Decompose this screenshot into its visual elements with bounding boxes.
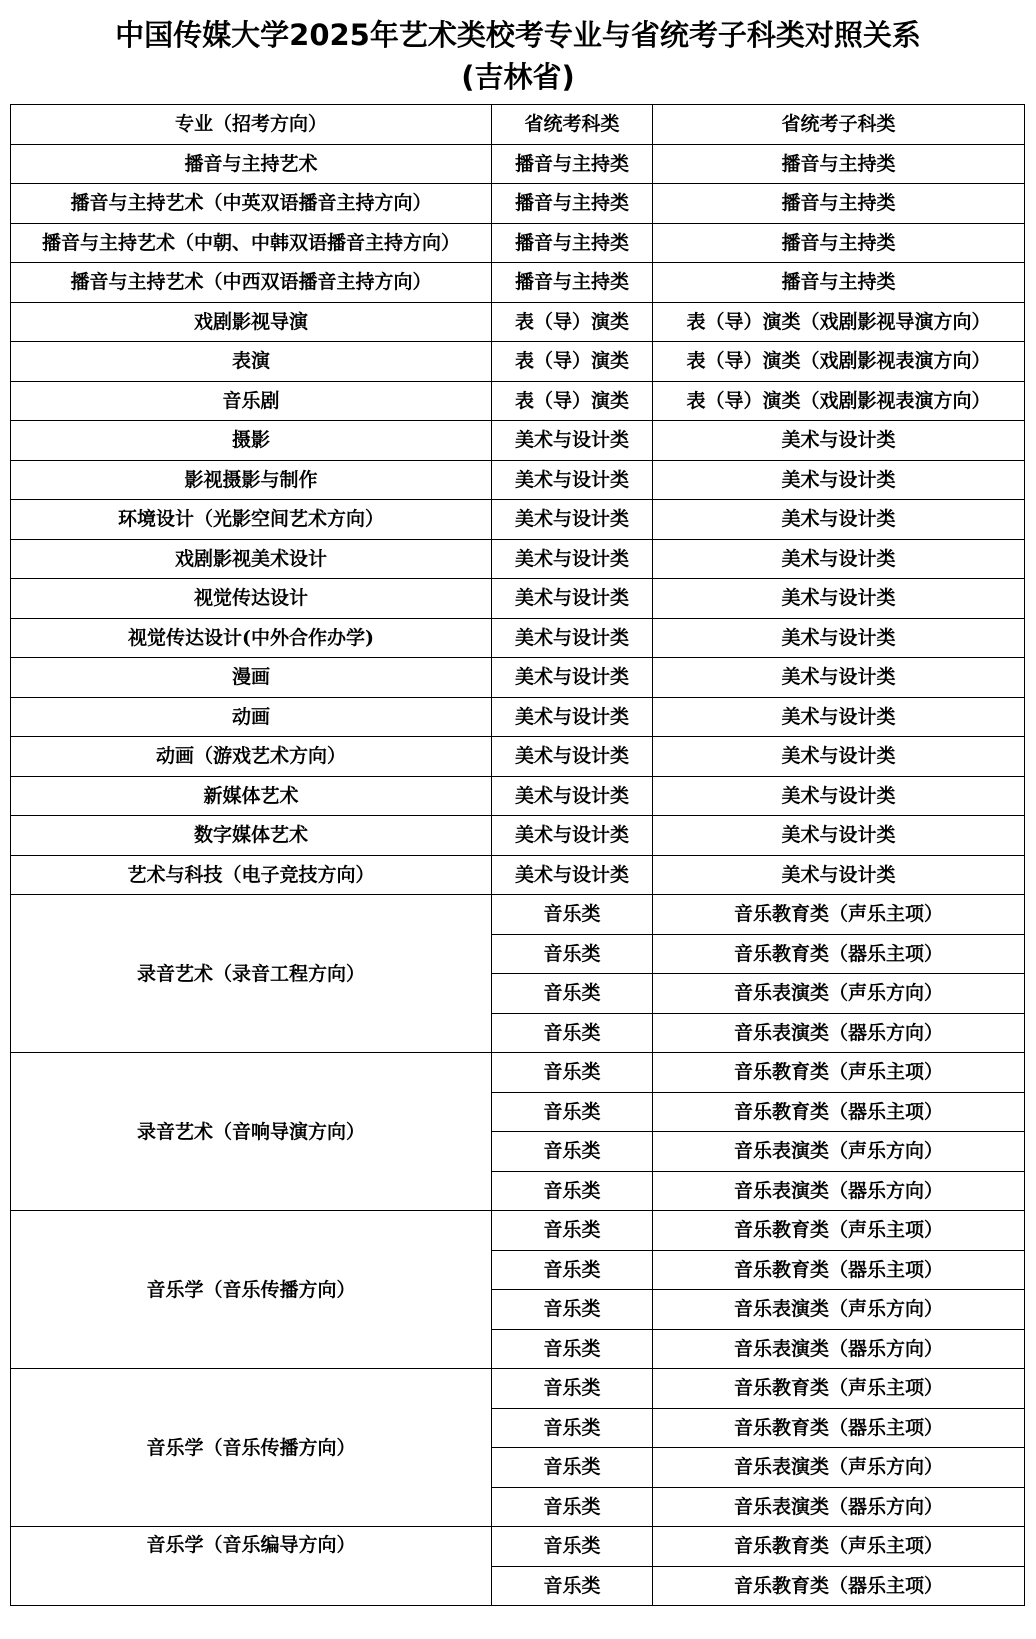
subcategory-cell: 美术与设计类 <box>653 421 1025 461</box>
category-cell: 播音与主持类 <box>492 184 653 224</box>
category-cell: 美术与设计类 <box>492 539 653 579</box>
subcategory-cell: 音乐教育类（声乐主项） <box>653 895 1025 935</box>
category-cell: 美术与设计类 <box>492 816 653 856</box>
category-cell: 美术与设计类 <box>492 658 653 698</box>
table-row <box>11 302 1025 342</box>
major-cell: 戏剧影视导演 <box>11 302 492 342</box>
category-cell: 播音与主持类 <box>492 223 653 263</box>
major-cell: 戏剧影视美术设计 <box>11 539 492 579</box>
document-title <box>0 14 1036 98</box>
category-cell: 音乐类 <box>492 1369 653 1409</box>
major-cell: 播音与主持艺术（中朝、中韩双语播音主持方向） <box>11 223 492 263</box>
category-cell: 音乐类 <box>492 1487 653 1527</box>
major-cell: 摄影 <box>11 421 492 461</box>
subcategory-cell: 音乐教育类（声乐主项） <box>653 1527 1025 1567</box>
subcategory-cell: 音乐表演类（器乐方向） <box>653 1487 1025 1527</box>
category-cell: 音乐类 <box>492 1408 653 1448</box>
major-cell: 数字媒体艺术 <box>11 816 492 856</box>
subcategory-cell: 音乐教育类（器乐主项） <box>653 1250 1025 1290</box>
table-row <box>11 223 1025 263</box>
category-cell: 美术与设计类 <box>492 697 653 737</box>
subcategory-cell: 美术与设计类 <box>653 618 1025 658</box>
category-cell: 音乐类 <box>492 1527 653 1567</box>
category-cell: 美术与设计类 <box>492 500 653 540</box>
subcategory-cell: 播音与主持类 <box>653 263 1025 303</box>
subcategory-cell: 表（导）演类（戏剧影视表演方向） <box>653 381 1025 421</box>
major-cell: 录音艺术（录音工程方向） <box>11 895 492 1053</box>
subcategory-cell: 音乐教育类（器乐主项） <box>653 1092 1025 1132</box>
major-cell: 音乐学（音乐传播方向） <box>11 1211 492 1369</box>
category-cell: 音乐类 <box>492 1092 653 1132</box>
subcategory-cell: 美术与设计类 <box>653 697 1025 737</box>
major-cell: 视觉传达设计(中外合作办学) <box>11 618 492 658</box>
subcategory-cell: 美术与设计类 <box>653 737 1025 777</box>
category-cell: 表（导）演类 <box>492 302 653 342</box>
table-row <box>11 816 1025 856</box>
major-cell: 音乐学（音乐传播方向） <box>11 1369 492 1527</box>
subcategory-cell: 美术与设计类 <box>653 539 1025 579</box>
subcategory-cell: 美术与设计类 <box>653 500 1025 540</box>
subcategory-cell: 音乐表演类（器乐方向） <box>653 1171 1025 1211</box>
category-cell: 美术与设计类 <box>492 737 653 777</box>
category-cell: 音乐类 <box>492 1171 653 1211</box>
major-cell: 动画 <box>11 697 492 737</box>
major-category-table <box>10 104 1025 1606</box>
category-cell: 音乐类 <box>492 974 653 1014</box>
category-cell: 音乐类 <box>492 1448 653 1488</box>
table-row <box>11 342 1025 382</box>
category-cell: 美术与设计类 <box>492 776 653 816</box>
subcategory-cell: 音乐教育类（器乐主项） <box>653 934 1025 974</box>
table-row <box>11 1053 1025 1093</box>
table-row <box>11 658 1025 698</box>
major-cell: 录音艺术（音响导演方向） <box>11 1053 492 1211</box>
category-cell: 音乐类 <box>492 1132 653 1172</box>
subcategory-cell: 音乐表演类（器乐方向） <box>653 1329 1025 1369</box>
subcategory-cell: 音乐教育类（声乐主项） <box>653 1369 1025 1409</box>
category-cell: 美术与设计类 <box>492 855 653 895</box>
table-row <box>11 184 1025 224</box>
category-cell: 美术与设计类 <box>492 460 653 500</box>
table-row <box>11 263 1025 303</box>
table-body <box>11 144 1025 1606</box>
subcategory-cell: 美术与设计类 <box>653 816 1025 856</box>
category-cell: 美术与设计类 <box>492 421 653 461</box>
major-cell: 音乐学（音乐编导方向） <box>11 1527 492 1606</box>
table-row <box>11 579 1025 619</box>
category-cell: 音乐类 <box>492 1053 653 1093</box>
table-row <box>11 381 1025 421</box>
subcategory-cell: 音乐表演类（声乐方向） <box>653 974 1025 1014</box>
subcategory-cell: 音乐表演类（器乐方向） <box>653 1013 1025 1053</box>
subcategory-cell: 美术与设计类 <box>653 776 1025 816</box>
subcategory-cell: 音乐表演类（声乐方向） <box>653 1448 1025 1488</box>
table-header-row <box>11 105 1025 145</box>
subcategory-cell: 音乐教育类（器乐主项） <box>653 1566 1025 1606</box>
table-row <box>11 737 1025 777</box>
major-cell: 环境设计（光影空间艺术方向） <box>11 500 492 540</box>
major-cell: 音乐剧 <box>11 381 492 421</box>
category-cell: 音乐类 <box>492 1211 653 1251</box>
table-row <box>11 421 1025 461</box>
subcategory-cell: 音乐表演类（声乐方向） <box>653 1290 1025 1330</box>
subcategory-cell: 音乐教育类（器乐主项） <box>653 1408 1025 1448</box>
category-cell: 音乐类 <box>492 1250 653 1290</box>
subcategory-cell: 音乐表演类（声乐方向） <box>653 1132 1025 1172</box>
category-cell: 表（导）演类 <box>492 342 653 382</box>
subcategory-cell: 美术与设计类 <box>653 855 1025 895</box>
table-row <box>11 1369 1025 1409</box>
subcategory-cell: 美术与设计类 <box>653 579 1025 619</box>
subcategory-cell: 播音与主持类 <box>653 223 1025 263</box>
subcategory-cell: 表（导）演类（戏剧影视导演方向） <box>653 302 1025 342</box>
major-cell: 播音与主持艺术（中西双语播音主持方向） <box>11 263 492 303</box>
category-cell: 音乐类 <box>492 934 653 974</box>
subcategory-cell: 表（导）演类（戏剧影视表演方向） <box>653 342 1025 382</box>
category-cell: 美术与设计类 <box>492 579 653 619</box>
table-row <box>11 460 1025 500</box>
category-cell: 美术与设计类 <box>492 618 653 658</box>
major-cell: 播音与主持艺术 <box>11 144 492 184</box>
major-cell: 新媒体艺术 <box>11 776 492 816</box>
subcategory-cell: 美术与设计类 <box>653 460 1025 500</box>
major-cell: 播音与主持艺术（中英双语播音主持方向） <box>11 184 492 224</box>
major-cell: 艺术与科技（电子竞技方向） <box>11 855 492 895</box>
table-row <box>11 144 1025 184</box>
major-cell: 表演 <box>11 342 492 382</box>
major-cell: 视觉传达设计 <box>11 579 492 619</box>
header-category: 省统考科类 <box>492 105 653 145</box>
subcategory-cell: 播音与主持类 <box>653 184 1025 224</box>
subcategory-cell: 美术与设计类 <box>653 658 1025 698</box>
category-cell: 播音与主持类 <box>492 144 653 184</box>
header-major: 专业（招考方向） <box>11 105 492 145</box>
title-line-1: 中国传媒大学2025年艺术类校考专业与省统考子科类对照关系 <box>115 18 921 52</box>
major-cell: 动画（游戏艺术方向） <box>11 737 492 777</box>
major-cell: 漫画 <box>11 658 492 698</box>
table-row <box>11 697 1025 737</box>
major-cell: 影视摄影与制作 <box>11 460 492 500</box>
table-row <box>11 855 1025 895</box>
category-cell: 音乐类 <box>492 895 653 935</box>
table-row <box>11 539 1025 579</box>
category-cell: 音乐类 <box>492 1566 653 1606</box>
category-cell: 音乐类 <box>492 1013 653 1053</box>
header-subcategory: 省统考子科类 <box>653 105 1025 145</box>
subcategory-cell: 音乐教育类（声乐主项） <box>653 1211 1025 1251</box>
table-row <box>11 618 1025 658</box>
table-row <box>11 1527 1025 1567</box>
table-row <box>11 500 1025 540</box>
table-row <box>11 1211 1025 1251</box>
subcategory-cell: 播音与主持类 <box>653 144 1025 184</box>
table-row <box>11 895 1025 935</box>
title-line-2: (吉林省) <box>461 60 575 94</box>
table-row <box>11 776 1025 816</box>
category-cell: 音乐类 <box>492 1290 653 1330</box>
category-cell: 表（导）演类 <box>492 381 653 421</box>
category-cell: 播音与主持类 <box>492 263 653 303</box>
subcategory-cell: 音乐教育类（声乐主项） <box>653 1053 1025 1093</box>
category-cell: 音乐类 <box>492 1329 653 1369</box>
